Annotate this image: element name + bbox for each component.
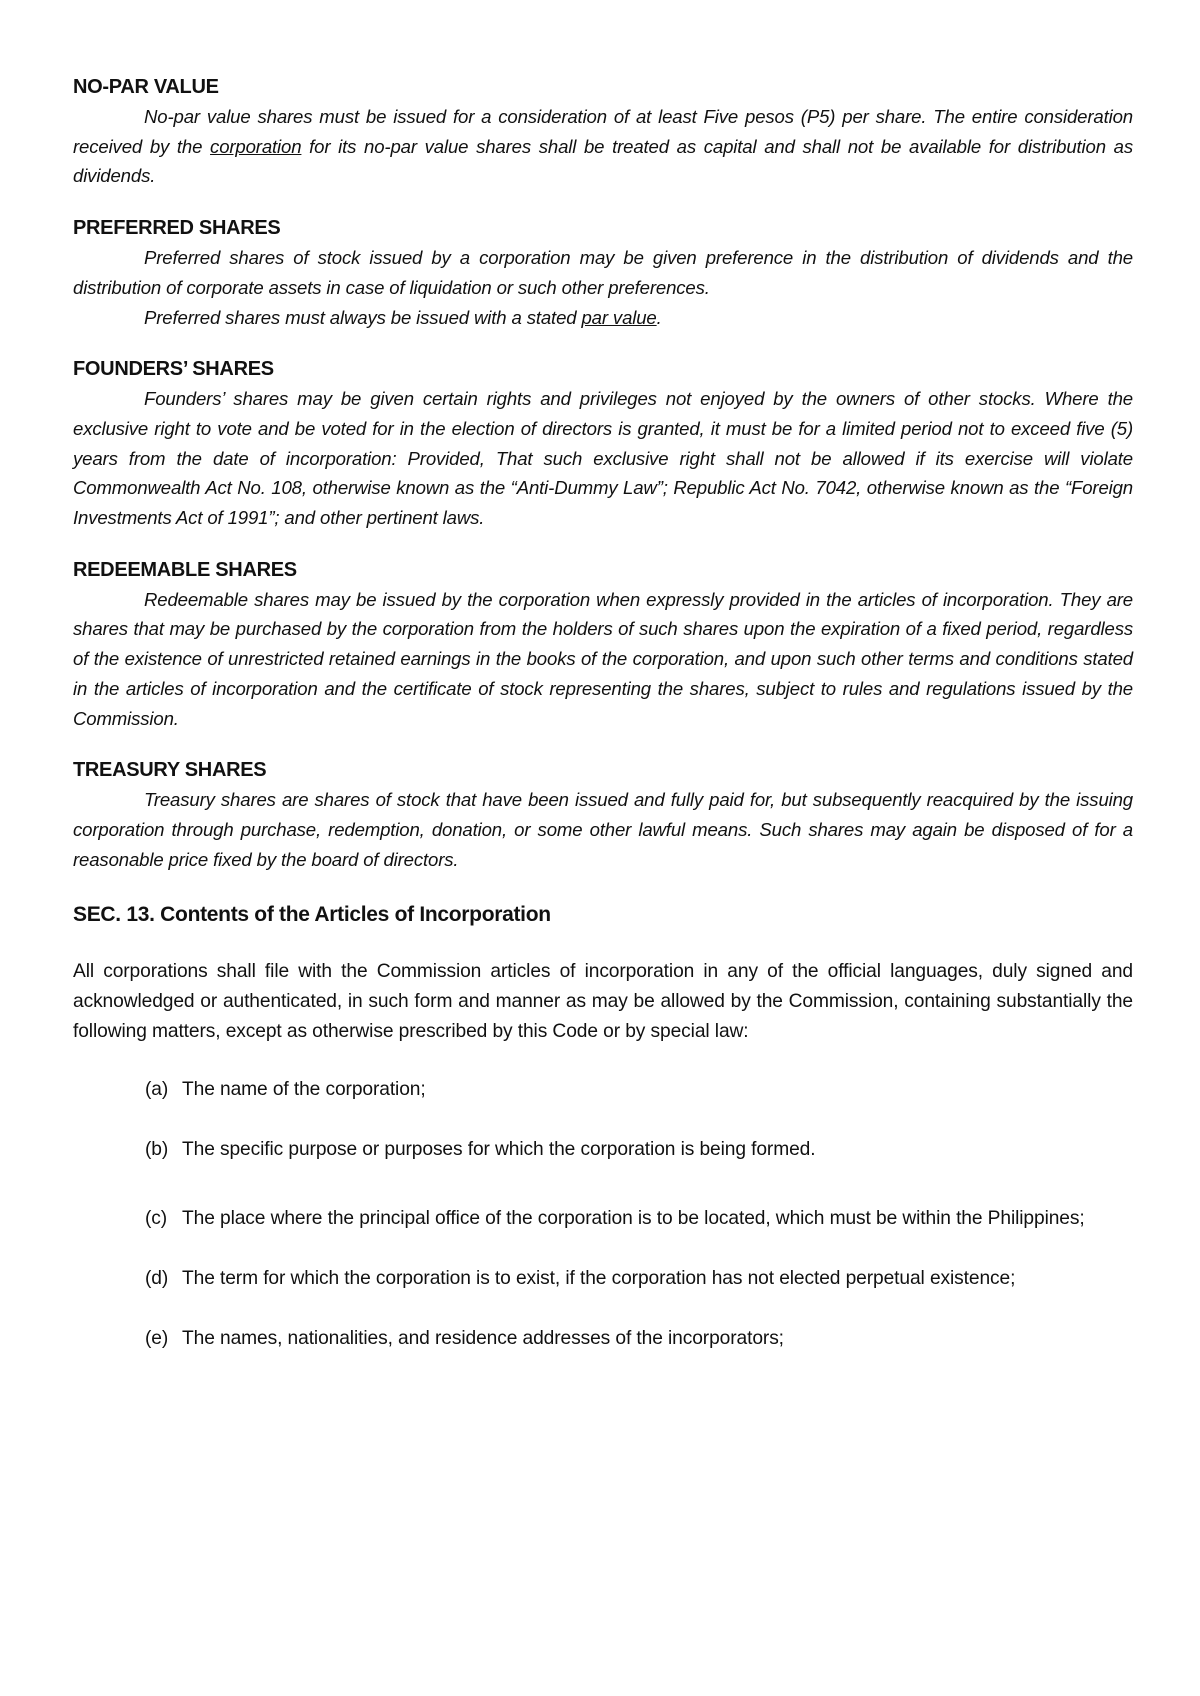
list-item-text: The place where the principal office of the corporation is to be located, which must be within the Philippines;: [182, 1208, 1085, 1230]
list-item-text: The name of the corporation;: [182, 1078, 426, 1100]
section-paragraph: Treasury shares are shares of stock that have been issued and fully paid for, but subsequently reacquired by the issuing corporation through purchase, redemption, donation, or some other lawful means. Such shares may again be disposed of for a reasonable price fixed by the board of directors.: [73, 789, 1133, 870]
section-articles-of-incorporation: [73, 900, 1133, 1353]
section-no-par-value: [73, 72, 1133, 191]
section-redeemable-shares: [73, 555, 1133, 734]
section-paragraph: Preferred shares must always be issued with a stated par value.: [144, 306, 662, 328]
list-item: [73, 1204, 1133, 1234]
list-item-label: (e): [145, 1327, 169, 1349]
list-item: [73, 1135, 1133, 1165]
list-item-label: (b): [145, 1138, 169, 1160]
list-item-text: The term for which the corporation is to exist, if the corporation has not elected perpetual existence;: [182, 1268, 1016, 1290]
article-heading: SEC. 13. Contents of the Articles of Incorporation: [73, 903, 551, 927]
section-heading: REDEEMABLE SHARES: [73, 558, 297, 581]
section-heading: TREASURY SHARES: [73, 759, 267, 782]
list-item-label: (c): [145, 1208, 168, 1230]
list-item-text: The specific purpose or purposes for which the corporation is being formed.: [182, 1138, 816, 1160]
section-preferred-shares: [73, 213, 1133, 332]
section-paragraph: Preferred shares of stock issued by a corporation may be given preference in the distribution of dividends and the distribution of corporate assets in case of liquidation or such other preferences.: [73, 247, 1133, 298]
underlined-term: corporation: [210, 135, 302, 157]
section-heading: FOUNDERS’ SHARES: [73, 358, 274, 381]
section-treasury-shares: [73, 755, 1133, 874]
underlined-term: par value: [581, 306, 657, 328]
list-item-label: (d): [145, 1268, 169, 1290]
list-item: [73, 1264, 1133, 1294]
list-item: [73, 1324, 1133, 1354]
list-item-text: The names, nationalities, and residence addresses of the incorporators;: [182, 1327, 784, 1349]
section-heading: PREFERRED SHARES: [73, 217, 281, 240]
section-paragraph: No-par value shares must be issued for a consideration of at least Five pesos (P5) per share. The entire consideration received by the corporation for its no-par value shares shall be treated as capital and shall not be available for distribution as dividends.: [73, 106, 1133, 187]
document-body: [73, 72, 1133, 1354]
section-heading: NO-PAR VALUE: [73, 76, 219, 98]
list-item-label: (a): [145, 1078, 169, 1100]
section-founders-shares: [73, 354, 1133, 533]
section-paragraph: Founders’ shares may be given certain rights and privileges not enjoyed by the owners of other stocks. Where the exclusive right to vote and be voted for in the election of directors is granted, it must be for a limited period not to exceed five (5) years from the date of incorporation: Provided, That such exclusive right shall not be allowed if its exercise will violate Commonwealth Act No. 108, otherwise known as the “Anti-Dummy Law”; Republic Act No. 7042, otherwise known as the “Foreign Investments Act of 1991”; and other pertinent laws.: [73, 388, 1133, 529]
article-intro-paragraph: All corporations shall file with the Commission articles of incorporation in any of the official languages, duly signed and acknowledged or authenticated, in such form and manner as may be allowed by the Commission, containing substantially the following matters, except as otherwise prescribed by this Code or by special law:: [73, 961, 1133, 1042]
section-paragraph: Redeemable shares may be issued by the corporation when expressly provided in the articles of incorporation. They are shares that may be purchased by the corporation from the holders of such shares upon the expiration of a fixed period, regardless of the existence of unrestricted retained earnings in the books of the corporation, and upon such other terms and conditions stated in the articles of incorporation and the certificate of stock representing the shares, subject to rules and regulations issued by the Commission.: [73, 588, 1133, 729]
list-item: [73, 1075, 1133, 1105]
